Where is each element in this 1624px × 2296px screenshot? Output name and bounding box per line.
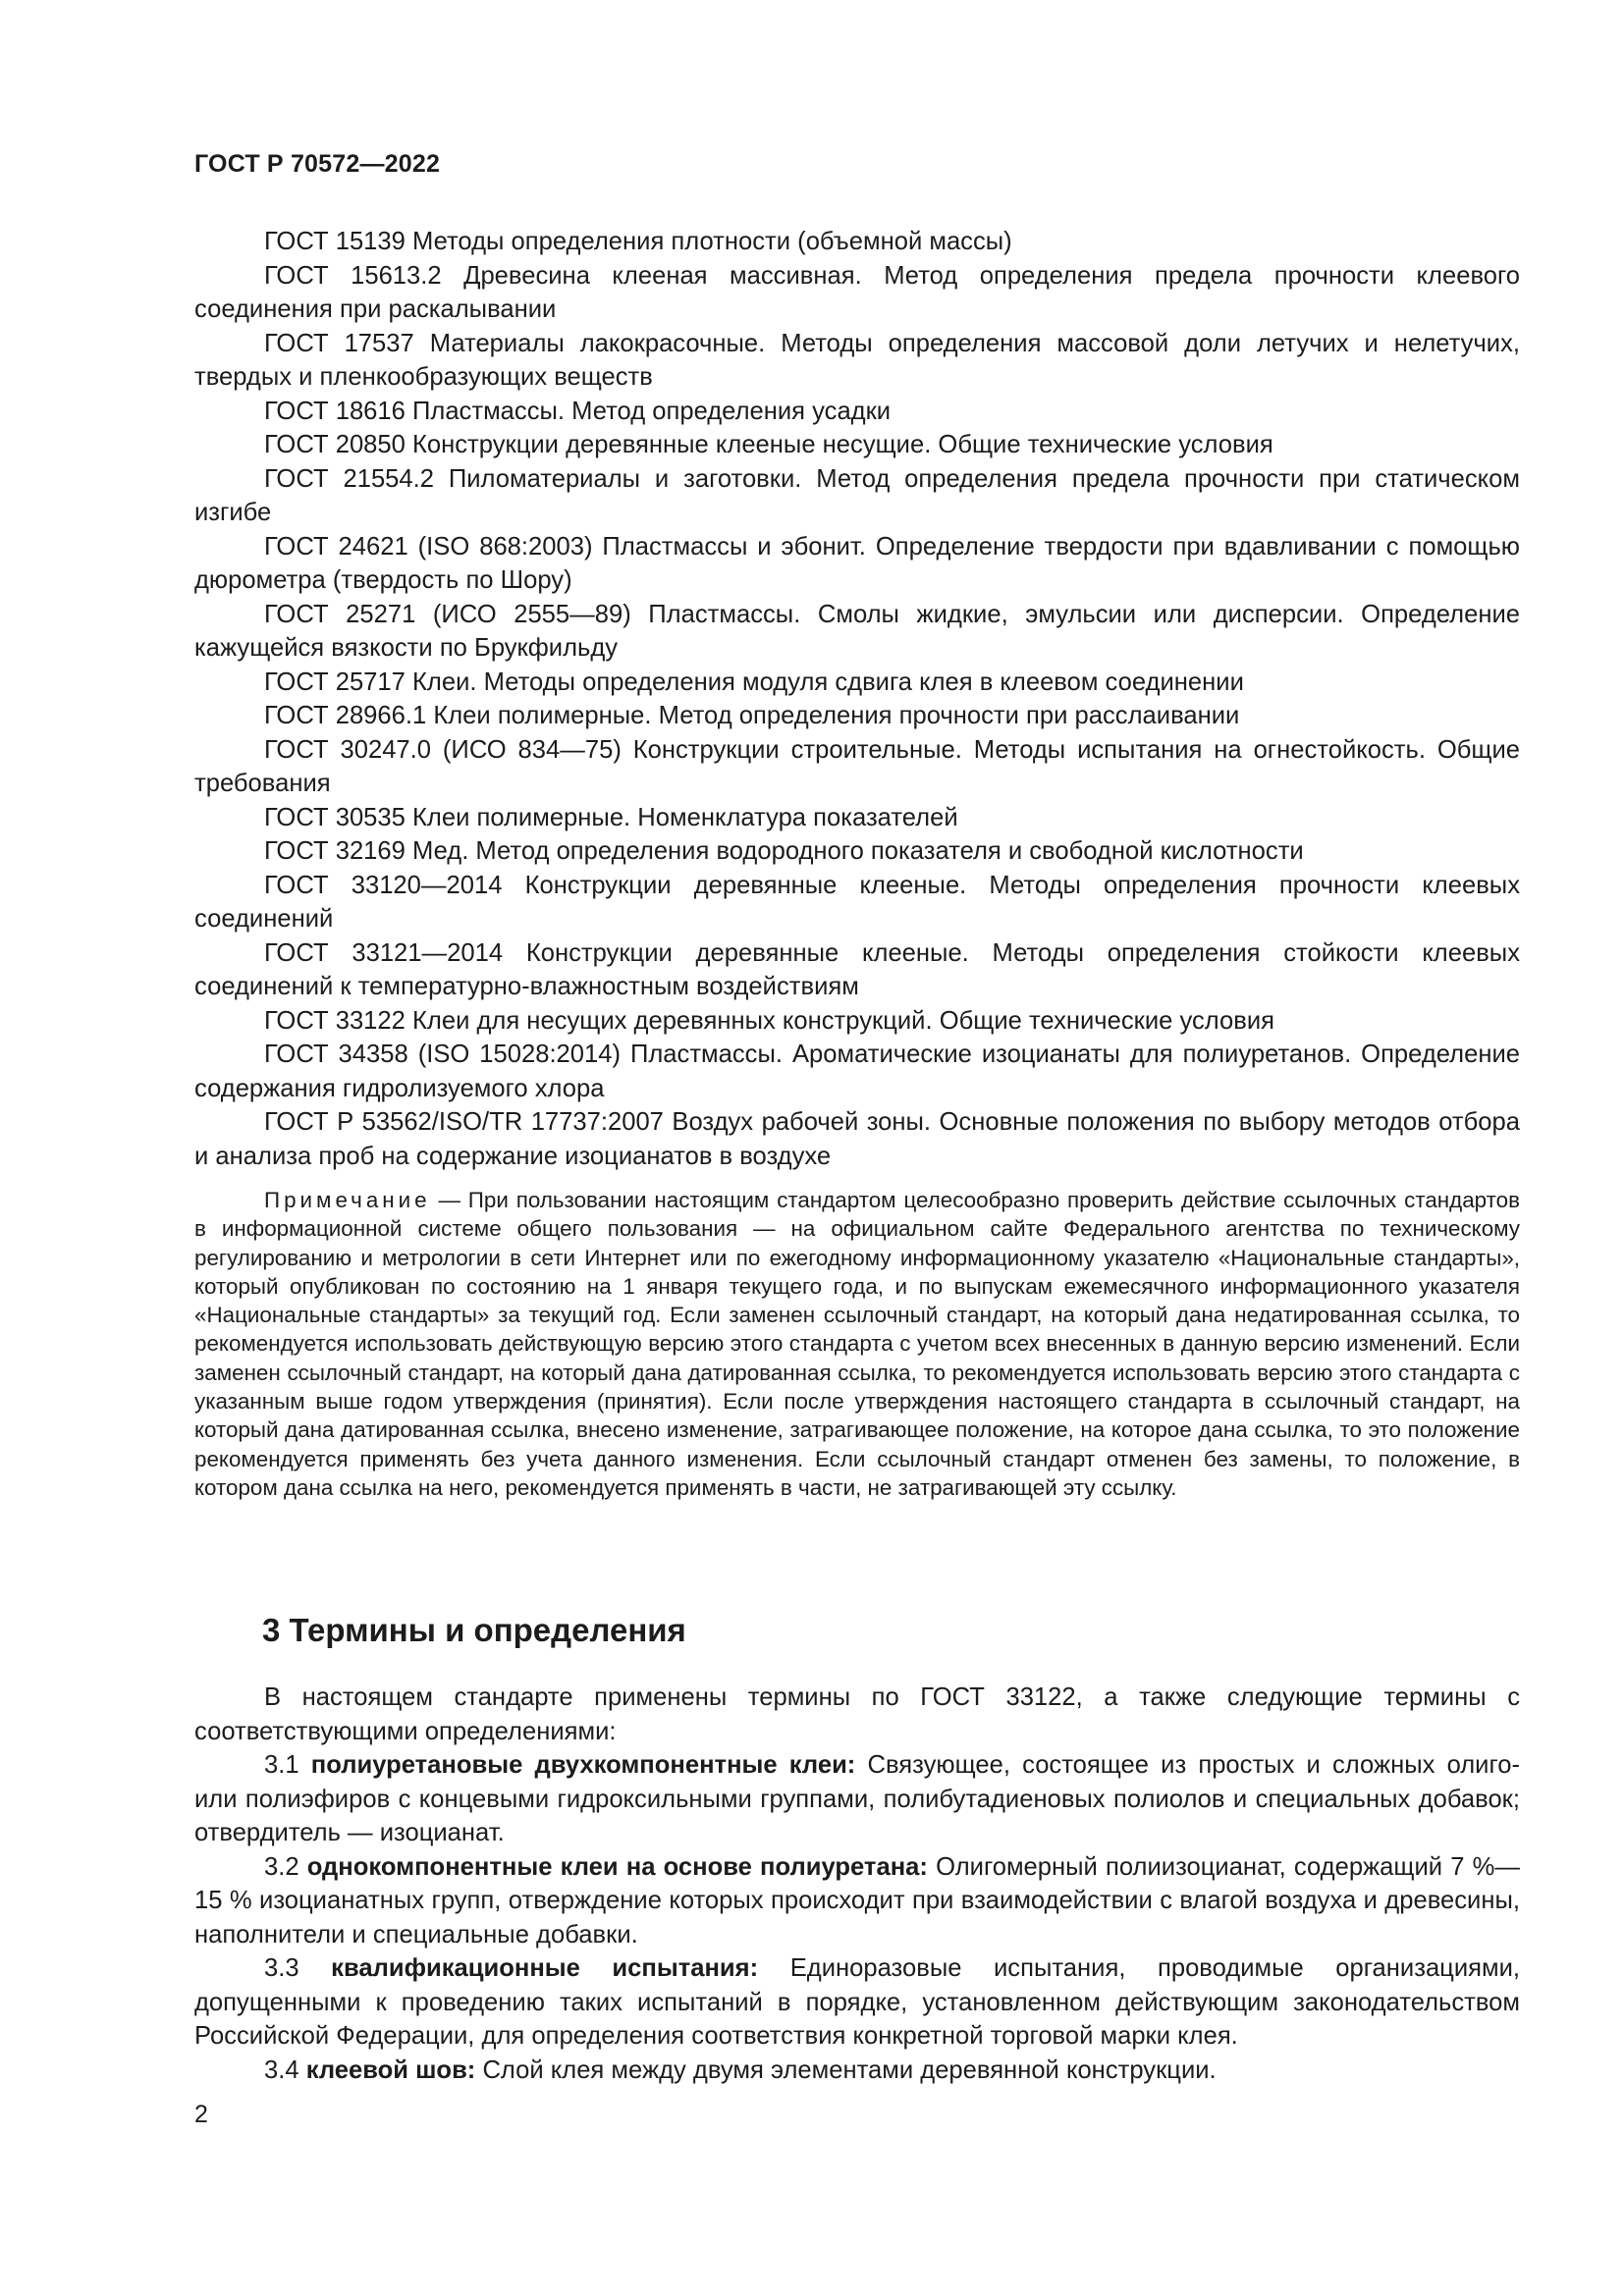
term-name: квалификационные испытания:	[331, 1954, 759, 1982]
reference-item: ГОСТ 20850 Конструкции деревянные клееные несущие. Общие технические условия	[264, 431, 1273, 458]
term-entry	[194, 1748, 1520, 1850]
term-entry	[194, 1850, 1520, 1952]
terms-section	[194, 1681, 1520, 2087]
reference-item: ГОСТ 17537 Материалы лакокрасочные. Методы определения массовой доли летучих и нелетучих, твердых и пленкообразующих веществ	[194, 329, 1520, 391]
term-entry	[194, 1951, 1520, 2054]
term-number: 3.4	[264, 2056, 299, 2084]
term-entry	[194, 2054, 1520, 2088]
term-number: 3.2	[264, 1852, 299, 1881]
reference-item: ГОСТ 25717 Клеи. Методы определения модуля сдвига клея в клеевом соединении	[264, 667, 1244, 696]
term-definition: Слой клея между двумя элементами деревянной конструкции.	[475, 2056, 1217, 2084]
document-code-header: ГОСТ Р 70572—2022	[194, 150, 441, 178]
note-label: Примечание	[264, 1188, 431, 1212]
normative-references-list	[194, 225, 1520, 1173]
reference-item: ГОСТ 34358 (ISO 15028:2014) Пластмассы. Ароматические изоцианаты для полиуретанов. Определение содержания гидролизуемого хлора	[194, 1041, 1520, 1102]
term-name: однокомпонентные клеи на основе полиуретана:	[306, 1852, 928, 1881]
term-definition: Единоразовые испытания, проводимые организациями, допущенными к проведению таких испытаний в порядке, установленном действующим законодательством Российской Федерации, для определения соответствия конкретной торговой марки клея.	[194, 1954, 1520, 2050]
note-paragraph	[194, 1186, 1520, 1502]
reference-item: ГОСТ 33120—2014 Конструкции деревянные клееные. Методы определения прочности клеевых соединений	[194, 871, 1520, 933]
reference-item: ГОСТ 30247.0 (ИСО 834—75) Конструкции строительные. Методы испытания на огнестойкость. Общие требования	[194, 735, 1520, 797]
term-definition: Связующее, состоящее из простых и сложных олиго- или полиэфиров с концевыми гидроксильными группами, полибутадиеновых полиолов и специальных добавок; отвердитель — изоцианат.	[194, 1751, 1520, 1846]
reference-item: ГОСТ 24621 (ISO 868:2003) Пластмассы и эбонит. Определение твердости при вдавливании с помощью дюрометра (твердость по Шору)	[194, 532, 1520, 594]
reference-item: ГОСТ 33122 Клеи для несущих деревянных конструкций. Общие технические условия	[264, 1006, 1275, 1035]
reference-item: ГОСТ 32169 Мед. Метод определения водородного показателя и свободной кислотности	[264, 837, 1304, 865]
reference-item: ГОСТ 28966.1 Клеи полимерные. Метод определения прочности при расслаивании	[264, 702, 1240, 729]
references-note	[194, 1186, 1520, 1502]
reference-item: ГОСТ Р 53562/ISO/TR 17737:2007 Воздух рабочей зоны. Основные положения по выбору методов отбора и анализа проб на содержание изоцианатов в воздухе	[194, 1108, 1520, 1170]
term-name: клеевой шов:	[305, 2056, 476, 2084]
reference-item: ГОСТ 18616 Пластмассы. Метод определения усадки	[264, 397, 892, 425]
term-definition: Олигомерный полиизоцианат, содержащий 7 %—15 % изоцианатных групп, отверждение которых происходит при взаимодействии с влагой воздуха и древесины, наполнители и специальные добавки.	[194, 1852, 1520, 1949]
page-number: 2	[194, 2101, 208, 2128]
reference-item: ГОСТ 15139 Методы определения плотности (объемной массы)	[264, 228, 1012, 255]
reference-item: ГОСТ 33121—2014 Конструкции деревянные клееные. Методы определения стойкости клеевых соединений к температурно-влажностным воздействиям	[194, 938, 1520, 1000]
reference-item: ГОСТ 21554.2 Пиломатериалы и заготовки. Метод определения предела прочности при статическом изгибе	[194, 464, 1520, 526]
term-number: 3.1	[264, 1751, 299, 1779]
section-intro: В настоящем стандарте применены термины по ГОСТ 33122, а также следующие термины с соответствующими определениями:	[194, 1683, 1520, 1745]
section-title: 3 Термины и определения	[262, 1612, 686, 1648]
term-number: 3.3	[264, 1954, 299, 1982]
note-text: — При пользовании настоящим стандартом целесообразно проверить действие ссылочных стандартов в информационной системе общего пользования — на официальном сайте Федерального агентства по техническому регулированию и метрологии в сети Интернет или по ежегодному информационному указателю «Национальные стандарты», который опубликован по состоянию на 1 января текущего года, и по выпускам ежемесячного информационного указателя «Национальные стандарты» за текущий год. Если заменен ссылочный стандарт, на который дана недатированная ссылка, то рекомендуется использовать действующую версию этого стандарта с учетом всех внесенных в данную версию изменений. Если заменен ссылочный стандарт, на который дана датированная ссылка, то рекомендуется использовать версию этого стандарта с указанным выше годом утверждения (принятия). Если после утверждения настоящего стандарта в ссылочный стандарт, на который дана датированная ссылка, внесено изменение, затрагивающее положение, на которое дана ссылка, то это положение рекомендуется применять без учета данного изменения. Если ссылочный стандарт отменен без замены, то положение, в котором дана ссылка на него, рекомендуется применять в части, не затрагивающей эту ссылку.	[194, 1188, 1520, 1500]
reference-item: ГОСТ 15613.2 Древесина клееная массивная. Метод определения предела прочности клеевого соединения при раскалывании	[194, 261, 1520, 323]
term-name: полиуретановые двухкомпонентные клеи:	[310, 1751, 856, 1779]
reference-item: ГОСТ 25271 (ИСО 2555—89) Пластмассы. Смолы жидкие, эмульсии или дисперсии. Определение кажущейся вязкости по Брукфильду	[194, 600, 1520, 662]
reference-item: ГОСТ 30535 Клеи полимерные. Номенклатура показателей	[264, 803, 958, 831]
